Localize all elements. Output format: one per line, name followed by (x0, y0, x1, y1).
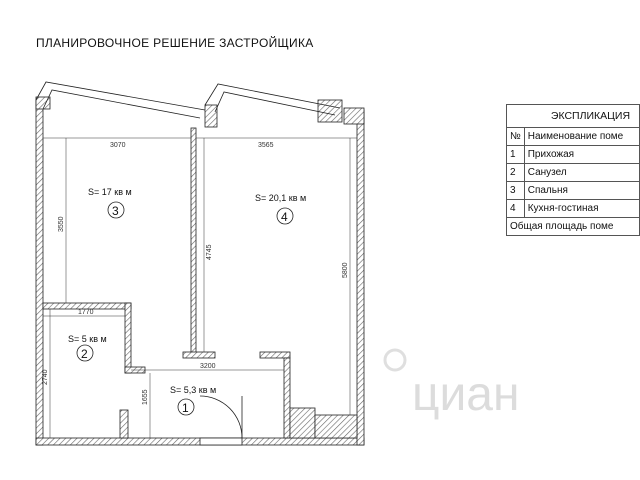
room-4-number: 4 (281, 210, 288, 224)
entrance-door (200, 396, 242, 445)
room-3-number: 3 (112, 204, 119, 218)
row-name: Кухня-гостиная (524, 200, 639, 218)
room-1-number: 1 (182, 401, 189, 415)
row-name: Спальня (524, 182, 639, 200)
dim-2740: 2740 (42, 369, 49, 385)
col-name-header: Наименование поме (524, 128, 639, 146)
row-name: Прихожая (524, 146, 639, 164)
room-2-number: 2 (81, 347, 88, 361)
table-row (507, 200, 640, 218)
row-number: 4 (507, 200, 525, 218)
table-row (507, 146, 640, 164)
dim-1655: 1655 (142, 389, 149, 405)
row-number: 3 (507, 182, 525, 200)
explication-header: ЭКСПЛИКАЦИЯ (507, 105, 640, 128)
total-area-label: Общая площадь поме (507, 218, 640, 236)
watermark-logo (385, 350, 520, 421)
explication-panel (506, 100, 640, 240)
room-3-area: S= 17 кв м (88, 187, 132, 197)
dim-3200: 3200 (200, 363, 216, 370)
row-number: 2 (507, 164, 525, 182)
row-name: Санузел (524, 164, 639, 182)
dim-3550: 3550 (58, 216, 65, 232)
col-number-header: № (507, 128, 525, 146)
explication-table (506, 104, 640, 236)
room-4-area: S= 20,1 кв м (255, 193, 307, 203)
dim-3070: 3070 (110, 142, 126, 149)
table-row (507, 164, 640, 182)
room-1-area: S= 5,3 кв м (170, 385, 217, 395)
room-2-area: S= 5 кв м (68, 334, 107, 344)
row-number: 1 (507, 146, 525, 164)
dim-1770: 1770 (78, 309, 94, 316)
dim-3565: 3565 (258, 142, 274, 149)
watermark-text: циан (412, 368, 520, 421)
dim-5800: 5800 (342, 262, 349, 278)
dim-4745: 4745 (206, 244, 213, 260)
window-walls (36, 82, 340, 118)
table-row-total (507, 218, 640, 236)
table-row (507, 182, 640, 200)
plan-title: ПЛАНИРОВОЧНОЕ РЕШЕНИЕ ЗАСТРОЙЩИКА (36, 36, 314, 50)
